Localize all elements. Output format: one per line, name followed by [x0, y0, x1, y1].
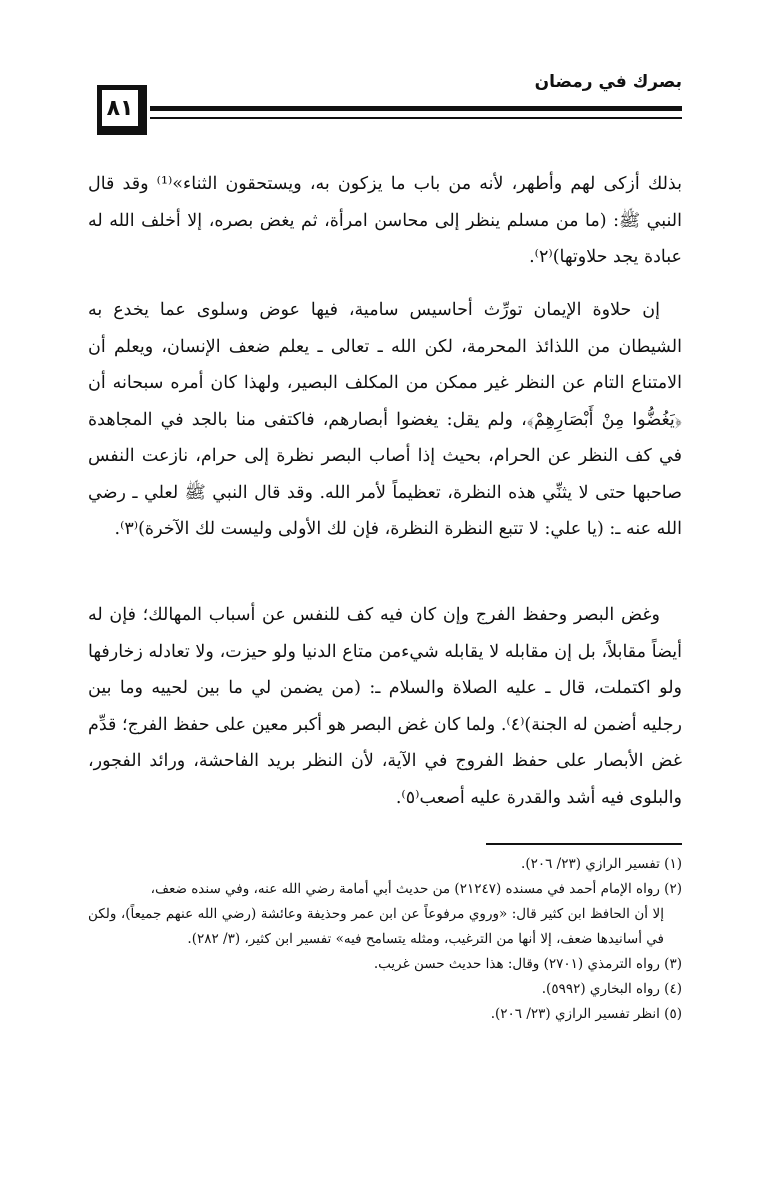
running-title: بصرك في رمضان	[534, 72, 682, 92]
header-rule-thin	[150, 117, 682, 119]
header-rule-thick	[150, 106, 682, 111]
paragraph-3	[88, 597, 682, 816]
footnote-2: (٢) رواه الإمام أحمد في مسنده (٢١٢٤٧) من حديث أبي أمامة رضي الله عنه، وفي سنده ضعف،	[150, 881, 682, 897]
paragraph-2	[88, 292, 682, 548]
paragraph-3-text: وغض البصر وحفظ الفرج وإن كان فيه كف للنفس عن أسباب المهالك؛ فإن له أيضاً مقابلاً، بل إن مقابله لا يقابله شيءمن متاع الدنيا ولو حيزت، ولا تعادله زخارفها ولو اكتملت، قال ـ عليه الصلاة والسلام ـ: (من يضمن لي ما بين لحييه وما بين رجليه أضمن له الجنة)⁽٤⁾. ولما كان غض البصر هو أكبر معين على حفظ الفرج؛ قدِّم غض الأبصار على حفظ الفروج في الآية، لأن النظر بريد الفاحشة، ورائد الفجور، والبلوى فيه أشد والقدرة عليه أصعب⁽٥⁾.	[88, 605, 682, 808]
paragraph-2-text: إن حلاوة الإيمان تورِّث أحاسيس سامية، فيها عوض وسلوى عما يخدع به الشيطان من اللذائذ المحرمة، لكن الله ـ تعالى ـ يعلم ضعف الإنسان، ويعلم أن الامتناع التام عن النظر غير ممكن من المكلف البصير، ولهذا كان أمره سبحانه أن ﴿يَغُضُّوا مِنْ أَبْصَارِهِمْ﴾، ولم يقل: يغضوا أبصارهم، فاكتفى منا بالجد في المجاهدة في كف النظر عن الحرام، بحيث إذا أصاب البصر نظرة إلى حرام، نازعت النفس صاحبها حتى لا يثنِّي هذه النظرة، تعظيماً لأمر الله. وقد قال النبي ﷺ لعلي ـ رضي الله عنه ـ: (يا علي: لا تتبع النظرة النظرة، فإن لك الأولى وليست لك الآخرة)⁽٣⁾.	[88, 300, 682, 539]
footnote-separator	[486, 843, 682, 845]
footnote-5: (٥) انظر تفسير الرازي (٢٣/ ٢٠٦).	[490, 1006, 682, 1022]
paragraph-1	[88, 166, 682, 276]
footnote-2-continuation: إلا أن الحافظ ابن كثير قال: «وروي مرفوعاً عن ابن عمر وحذيفة وعائشة (رضي الله عنهم جميعاً)، ولكن في أسانيدها ضعف، إلا أنها من الترغيب، ومثله يتسامح فيه» تفسير ابن كثير، (٣/ ٢٨٢).	[88, 906, 664, 947]
page-number: ٨١	[106, 95, 134, 121]
paragraph-1-text: بذلك أزكى لهم وأطهر، لأنه من باب ما يزكون به، ويستحقون الثناء»⁽¹⁾ وقد قال النبي ﷺ: (ما من مسلم ينظر إلى محاسن امرأة، ثم يغض بصره، إلا أخلف الله له عبادة يجد حلاوتها)⁽٢⁾.	[88, 174, 682, 267]
page-number-box	[97, 85, 147, 135]
footnotes	[88, 852, 682, 1027]
footnote-3: (٣) رواه الترمذي (٢٧٠١) وقال: هذا حديث حسن غريب.	[373, 956, 682, 972]
footnote-4: (٤) رواه البخاري (٥٩٩٢).	[541, 981, 682, 997]
footnote-1: (١) تفسير الرازي (٢٣/ ٢٠٦).	[521, 856, 682, 872]
